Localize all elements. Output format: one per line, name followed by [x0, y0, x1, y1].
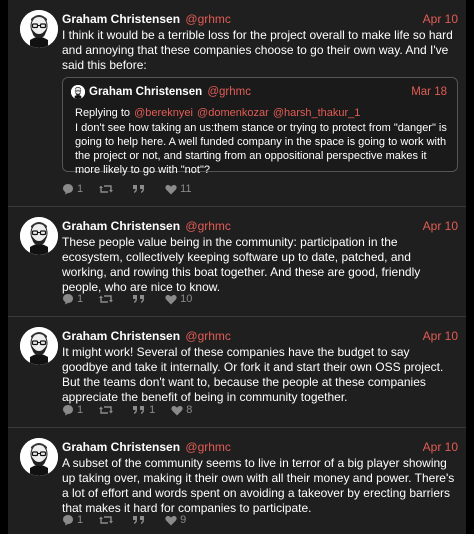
repost-icon — [99, 514, 113, 526]
avatar[interactable] — [71, 85, 85, 99]
post[interactable] — [8, 206, 466, 316]
reply-count: 1 — [77, 293, 84, 305]
author-handle[interactable]: @grhmc — [185, 12, 231, 26]
post-actions — [62, 293, 208, 305]
mention-link[interactable]: @domenkozar — [197, 107, 269, 119]
reply-button[interactable] — [62, 514, 83, 526]
quote-button[interactable] — [132, 404, 155, 416]
author-name[interactable]: Graham Christensen — [62, 219, 181, 233]
post-actions — [62, 514, 202, 526]
post-feed — [8, 0, 466, 534]
like-count: 10 — [180, 293, 193, 305]
like-count: 9 — [180, 514, 187, 526]
quote-icon — [132, 514, 146, 526]
author-handle[interactable]: @grhmc — [185, 440, 231, 454]
repost-button[interactable] — [99, 404, 116, 416]
like-count: 11 — [180, 183, 192, 195]
author-name[interactable]: Graham Christensen — [89, 86, 203, 98]
repost-button[interactable] — [99, 293, 116, 305]
author-name[interactable]: Graham Christensen — [62, 440, 181, 454]
post-text: It might work! Several of these companies have the budget to say goodbye and take it internally. Or fork it and start their own OSS project. But the teams don't want to, because the people at these companies appreciate the benefit of being in community together. — [62, 345, 444, 404]
repost-button[interactable] — [99, 514, 116, 526]
avatar[interactable] — [20, 438, 58, 476]
heart-icon — [165, 515, 177, 526]
repost-button[interactable] — [99, 183, 116, 195]
author-handle[interactable]: @grhmc — [185, 219, 231, 233]
replying-to-label: Replying to — [75, 107, 131, 119]
quoted-text: I don't see how taking an us:them stance or trying to protect from "danger" is going to help here. A well funded company in the space is going to work with the project or not, and starting from an oppositional perspective makes it more likely to go with "not"? — [75, 122, 447, 176]
post-author — [62, 329, 231, 343]
like-button[interactable] — [165, 183, 191, 195]
replying-to — [75, 106, 449, 120]
reply-button[interactable] — [62, 404, 83, 416]
post-date[interactable]: Mar 18 — [411, 86, 447, 98]
reply-icon — [62, 404, 74, 416]
mention-link[interactable]: @bereknyei — [134, 107, 193, 119]
like-count: 8 — [186, 404, 193, 416]
reply-icon — [62, 293, 74, 305]
heart-icon — [165, 184, 177, 195]
author-name[interactable]: Graham Christensen — [62, 329, 181, 343]
quote-icon — [132, 293, 146, 305]
author-handle[interactable]: @grhmc — [185, 329, 231, 343]
heart-icon — [171, 405, 183, 416]
quoted-post[interactable] — [62, 77, 458, 176]
post-actions — [62, 183, 208, 195]
quote-button[interactable] — [132, 514, 149, 526]
author-name[interactable]: Graham Christensen — [62, 12, 181, 26]
post-actions — [62, 404, 208, 416]
post[interactable] — [8, 427, 466, 534]
like-button[interactable] — [171, 404, 192, 416]
quote-count: 1 — [149, 404, 156, 416]
quote-button[interactable] — [132, 183, 149, 195]
quote-icon — [132, 404, 146, 416]
avatar[interactable] — [20, 217, 58, 255]
like-button[interactable] — [165, 514, 186, 526]
reply-count: 1 — [77, 183, 84, 195]
like-button[interactable] — [165, 293, 192, 305]
quote-button[interactable] — [132, 293, 149, 305]
reply-count: 1 — [77, 514, 84, 526]
post-author — [62, 12, 231, 26]
repost-icon — [99, 293, 113, 305]
author-handle[interactable]: @grhmc — [207, 86, 251, 98]
post-author — [62, 219, 231, 233]
repost-icon — [99, 404, 113, 416]
reply-count: 1 — [77, 404, 84, 416]
post-text: A subset of the community seems to live in terror of a big player showing up taking over, making it their own with all their money and power. There's a lot of effort and words spent on avoiding a takeover by erecting barriers that makes it hard for companies to participate. — [62, 456, 455, 515]
avatar[interactable] — [20, 10, 58, 48]
heart-icon — [165, 294, 177, 305]
post-author — [62, 440, 231, 454]
post-date[interactable]: Apr 10 — [422, 219, 458, 233]
post-text: These people value being in the community: participation in the ecosystem, collectively keeping software up to date, patched, and working, and rowing this boat together. And these are good, friendly people, who are nice to know. — [62, 235, 421, 294]
repost-icon — [99, 183, 113, 195]
post-date[interactable]: Apr 10 — [422, 329, 458, 343]
post-date[interactable]: Apr 10 — [422, 440, 458, 454]
post-text: I think it would be a terrible loss for the project overall to make life so hard and annoying that these companies choose to go their own way. And I've said this before: — [62, 28, 453, 72]
reply-button[interactable] — [62, 293, 83, 305]
avatar[interactable] — [20, 327, 58, 365]
post-date[interactable]: Apr 10 — [422, 12, 458, 26]
reply-icon — [62, 514, 74, 526]
post[interactable] — [8, 0, 466, 206]
quote-icon — [132, 183, 146, 195]
reply-button[interactable] — [62, 183, 83, 195]
post[interactable] — [8, 316, 466, 427]
quoted-author — [89, 86, 251, 99]
reply-icon — [62, 183, 74, 195]
mention-link[interactable]: @harsh_thakur_1 — [272, 107, 361, 119]
